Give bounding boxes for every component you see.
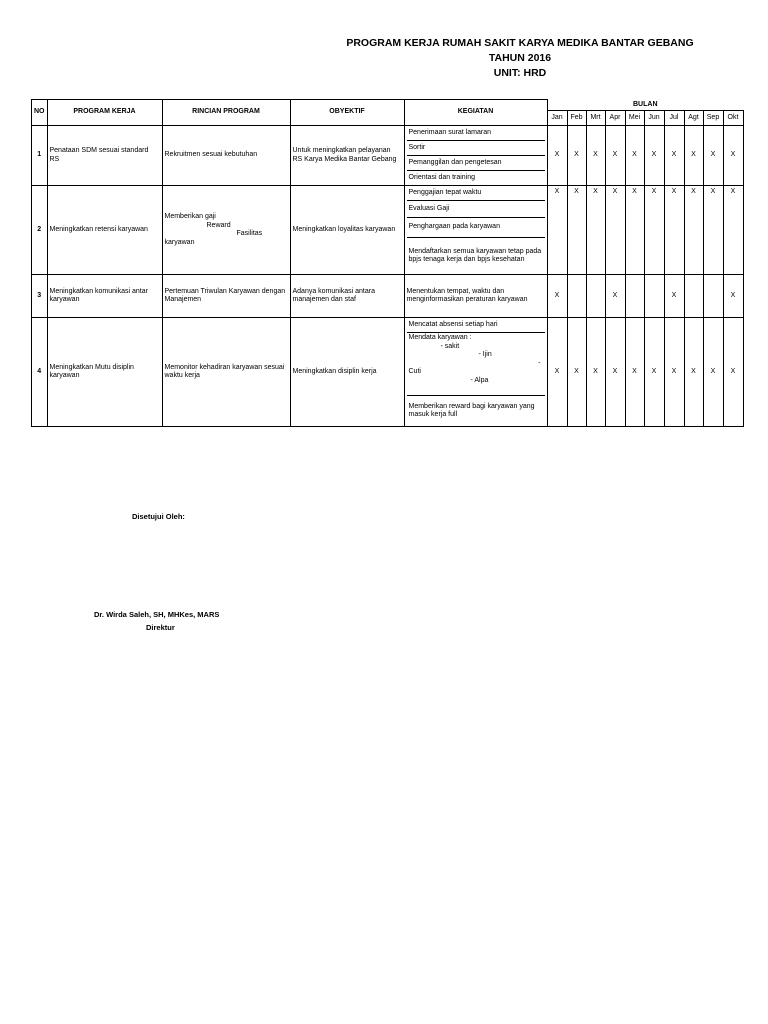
kegiatan-cell (404, 126, 547, 186)
month-header: Mrt (586, 111, 605, 126)
header-obyektif: OBYEKTIF (290, 100, 404, 126)
month-mark: X (567, 186, 586, 275)
approver-name: Dr. Wirda Saleh, SH, MHKes, MARS (94, 610, 220, 619)
month-header: Jul (664, 111, 684, 126)
month-header: Jan (547, 111, 567, 126)
kegiatan-subitem: - sakit (440, 342, 460, 350)
month-mark: X (547, 275, 567, 318)
obyektif-cell: Adanya komunikasi antara manajemen dan staf (290, 275, 404, 318)
obyektif-cell: Meningkatkan loyalitas karyawan (290, 186, 404, 275)
month-mark: X (644, 186, 664, 275)
month-mark: X (605, 186, 625, 275)
row-number: 4 (32, 318, 48, 427)
program-table (31, 99, 744, 427)
rincian-cell: Memonitor kehadiran karyawan sesuai waktu kerja (162, 318, 290, 427)
month-mark: X (664, 318, 684, 427)
month-mark: X (664, 126, 684, 186)
row-number: 2 (32, 186, 48, 275)
kegiatan-item: Mencatat absensi setiap hari (407, 318, 545, 333)
obyektif-cell: Untuk meningkatkan pelayanan RS Karya Medika Bantar Gebang (290, 126, 404, 186)
month-mark: X (605, 318, 625, 427)
month-mark (684, 275, 703, 318)
month-header: Sep (703, 111, 723, 126)
rincian-line: Reward (206, 221, 231, 229)
month-mark: X (625, 126, 644, 186)
approval-label: Disetujui Oleh: (132, 512, 185, 521)
kegiatan-subitem: - (538, 359, 541, 367)
rincian-line: Memberikan gaji (164, 213, 216, 220)
month-mark: X (723, 275, 743, 318)
kegiatan-item: Mendaftarkan semua karyawan tetap pada bpjs tenaga kerja dan bpjs kesehatan (408, 247, 542, 263)
document-title-block (330, 36, 710, 81)
month-mark (625, 275, 644, 318)
approver-position: Direktur (146, 623, 175, 632)
month-header: Okt (723, 111, 743, 126)
month-mark: X (567, 318, 586, 427)
kegiatan-item (407, 333, 545, 396)
month-mark: X (723, 318, 743, 427)
month-mark (567, 275, 586, 318)
month-mark: X (703, 186, 723, 275)
kegiatan-cell: Menentukan tempat, waktu dan menginformasikan peraturan karyawan (404, 275, 547, 318)
month-mark: X (644, 126, 664, 186)
month-mark: X (644, 318, 664, 427)
month-mark: X (684, 186, 703, 275)
kegiatan-subitem: - Alpa (470, 376, 489, 384)
kegiatan-item: Evaluasi Gaji (407, 201, 545, 218)
month-mark: X (684, 126, 703, 186)
month-mark: X (567, 126, 586, 186)
row-number: 1 (32, 126, 48, 186)
header-bulan: BULAN (547, 100, 743, 111)
kegiatan-subitem: Cuti (408, 368, 421, 375)
rincian-cell (162, 186, 290, 275)
month-header: Apr (605, 111, 625, 126)
kegiatan-subitem: - Ijin (478, 351, 492, 358)
rincian-cell: Pertemuan Triwulan Karyawan dengan Manajemen (162, 275, 290, 318)
table-row (32, 186, 744, 275)
kegiatan-subhead: Mendata karyawan : (408, 334, 472, 341)
row-number: 3 (32, 275, 48, 318)
kegiatan-cell (404, 186, 547, 275)
kegiatan-cell (404, 318, 547, 427)
month-header: Mei (625, 111, 644, 126)
month-mark (644, 275, 664, 318)
month-mark: X (625, 318, 644, 427)
month-mark: X (547, 186, 567, 275)
program-cell: Penataan SDM sesuai standard RS (47, 126, 162, 186)
month-mark (703, 275, 723, 318)
kegiatan-item: Penghargaan pada karyawan (407, 218, 545, 238)
obyektif-cell: Meningkatkan disiplin kerja (290, 318, 404, 427)
kegiatan-item: Memberikan reward bagi karyawan yang masuk kerja full (408, 402, 535, 418)
month-mark: X (605, 126, 625, 186)
document-year: TAHUN 2016 (488, 52, 552, 64)
month-mark: X (723, 126, 743, 186)
month-mark: X (703, 126, 723, 186)
table-row (32, 318, 744, 427)
kegiatan-item: Pemanggilan dan pengetesan (407, 156, 545, 171)
month-mark: X (664, 275, 684, 318)
kegiatan-item: Penerimaan surat lamaran (407, 126, 545, 141)
document-title: PROGRAM KERJA RUMAH SAKIT KARYA MEDIKA BANTAR GEBANG (346, 37, 694, 49)
month-mark: X (703, 318, 723, 427)
month-mark: X (605, 275, 625, 318)
month-mark: X (586, 126, 605, 186)
kegiatan-item: Orientasi dan training (408, 173, 476, 181)
rincian-line: Fasilitas (236, 230, 263, 237)
document-unit: UNIT: HRD (493, 67, 547, 79)
header-kegiatan: KEGIATAN (404, 100, 547, 126)
program-cell: Meningkatkan komunikasi antar karyawan (47, 275, 162, 318)
rincian-line: karyawan (164, 238, 195, 246)
month-mark: X (664, 186, 684, 275)
header-no: NO (32, 100, 48, 126)
month-mark: X (723, 186, 743, 275)
kegiatan-item: Penggajian tepat waktu (407, 186, 545, 201)
month-mark: X (547, 126, 567, 186)
table-row (32, 126, 744, 186)
program-cell: Meningkatkan Mutu disiplin karyawan (47, 318, 162, 427)
month-mark (586, 275, 605, 318)
month-header: Feb (567, 111, 586, 126)
month-mark: X (625, 186, 644, 275)
rincian-cell: Rekruitmen sesuai kebutuhan (162, 126, 290, 186)
month-header: Agt (684, 111, 703, 126)
month-header: Jun (644, 111, 664, 126)
month-mark: X (586, 318, 605, 427)
table-row (32, 275, 744, 318)
month-mark: X (684, 318, 703, 427)
header-program: PROGRAM KERJA (47, 100, 162, 126)
month-mark: X (586, 186, 605, 275)
month-mark: X (547, 318, 567, 427)
header-rincian: RINCIAN PROGRAM (162, 100, 290, 126)
kegiatan-item: Sortir (407, 141, 545, 156)
program-cell: Meningkatkan retensi karyawan (47, 186, 162, 275)
